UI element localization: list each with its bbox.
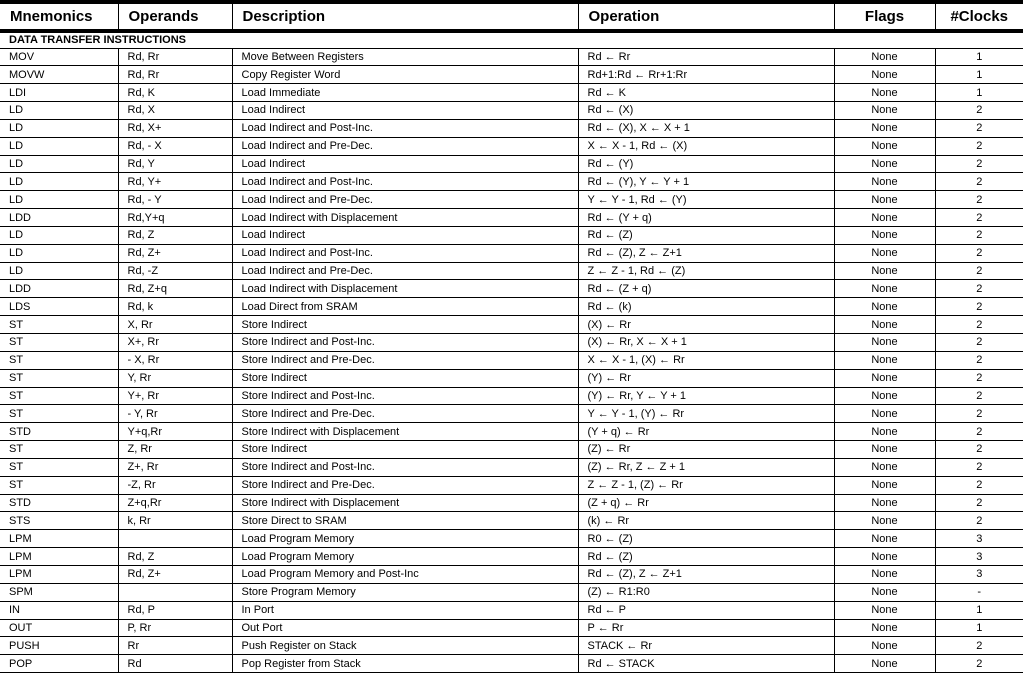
- header-clocks: #Clocks: [935, 4, 1023, 31]
- cell-clocks: 2: [935, 119, 1023, 137]
- cell-flags: None: [834, 351, 935, 369]
- section-row: [0, 31, 1023, 48]
- cell-flags: None: [834, 244, 935, 262]
- cell-operation: Rd ← P: [578, 601, 834, 619]
- cell-flags: None: [834, 512, 935, 530]
- cell-description: Load Indirect with Displacement: [232, 280, 578, 298]
- cell-mnemonic: LD: [0, 119, 118, 137]
- cell-flags: None: [834, 316, 935, 334]
- header-description: Description: [232, 4, 578, 31]
- cell-clocks: 2: [935, 405, 1023, 423]
- cell-operands: Rd,Y+q: [118, 209, 232, 227]
- cell-description: Load Indirect: [232, 226, 578, 244]
- cell-description: Store Indirect: [232, 441, 578, 459]
- cell-mnemonic: LD: [0, 191, 118, 209]
- table-row: [0, 155, 1023, 173]
- cell-flags: None: [834, 191, 935, 209]
- cell-clocks: 2: [935, 387, 1023, 405]
- cell-description: Load Program Memory: [232, 548, 578, 566]
- cell-flags: None: [834, 226, 935, 244]
- cell-operands: Rd, Y+: [118, 173, 232, 191]
- cell-operands: Rd, Z+q: [118, 280, 232, 298]
- cell-mnemonic: LD: [0, 137, 118, 155]
- cell-mnemonic: ST: [0, 387, 118, 405]
- cell-description: Store Indirect and Pre-Dec.: [232, 405, 578, 423]
- table-row: [0, 619, 1023, 637]
- cell-clocks: 1: [935, 601, 1023, 619]
- cell-description: Load Program Memory and Post-Inc: [232, 565, 578, 583]
- cell-flags: None: [834, 476, 935, 494]
- cell-operation: Rd ← (Z), Z ← Z+1: [578, 244, 834, 262]
- cell-mnemonic: LD: [0, 173, 118, 191]
- cell-flags: None: [834, 583, 935, 601]
- cell-operands: X, Rr: [118, 316, 232, 334]
- cell-flags: None: [834, 209, 935, 227]
- cell-description: Load Indirect and Post-Inc.: [232, 244, 578, 262]
- cell-operands: - X, Rr: [118, 351, 232, 369]
- cell-operands: Rd, Rr: [118, 48, 232, 66]
- cell-flags: None: [834, 155, 935, 173]
- cell-operands: Rd, Z: [118, 226, 232, 244]
- cell-description: Out Port: [232, 619, 578, 637]
- cell-description: Load Indirect and Post-Inc.: [232, 119, 578, 137]
- cell-operation: Rd+1:Rd ← Rr+1:Rr: [578, 66, 834, 84]
- cell-mnemonic: MOV: [0, 48, 118, 66]
- cell-clocks: 2: [935, 494, 1023, 512]
- cell-operands: Rd, Z: [118, 548, 232, 566]
- cell-operands: [118, 583, 232, 601]
- cell-clocks: 1: [935, 48, 1023, 66]
- cell-flags: None: [834, 119, 935, 137]
- cell-operation: X ← X - 1, Rd ← (X): [578, 137, 834, 155]
- cell-flags: None: [834, 173, 935, 191]
- cell-operands: Rd, P: [118, 601, 232, 619]
- cell-clocks: 2: [935, 369, 1023, 387]
- cell-mnemonic: ST: [0, 369, 118, 387]
- cell-flags: None: [834, 280, 935, 298]
- cell-operation: Rd ← (X), X ← X + 1: [578, 119, 834, 137]
- cell-flags: None: [834, 637, 935, 655]
- cell-flags: None: [834, 530, 935, 548]
- cell-mnemonic: ST: [0, 441, 118, 459]
- cell-description: Load Indirect and Pre-Dec.: [232, 191, 578, 209]
- cell-description: Copy Register Word: [232, 66, 578, 84]
- cell-operands: Rd: [118, 655, 232, 673]
- cell-operands: Y+q,Rr: [118, 423, 232, 441]
- table-row: [0, 601, 1023, 619]
- table-row: [0, 583, 1023, 601]
- cell-flags: None: [834, 494, 935, 512]
- header-operands: Operands: [118, 4, 232, 31]
- table-row: [0, 316, 1023, 334]
- cell-operands: X+, Rr: [118, 334, 232, 352]
- cell-description: Store Indirect with Displacement: [232, 494, 578, 512]
- cell-operation: (Z + q) ← Rr: [578, 494, 834, 512]
- cell-operation: Rd ← (Y), Y ← Y + 1: [578, 173, 834, 191]
- table-row: [0, 494, 1023, 512]
- header-mnemonics: Mnemonics: [0, 4, 118, 31]
- table-row: [0, 298, 1023, 316]
- cell-mnemonic: LD: [0, 102, 118, 120]
- cell-clocks: 2: [935, 262, 1023, 280]
- cell-operands: Rd, k: [118, 298, 232, 316]
- cell-mnemonic: LPM: [0, 565, 118, 583]
- cell-operation: (Z) ← R1:R0: [578, 583, 834, 601]
- cell-flags: None: [834, 334, 935, 352]
- table-row: [0, 48, 1023, 66]
- cell-clocks: 3: [935, 548, 1023, 566]
- cell-clocks: 3: [935, 565, 1023, 583]
- cell-clocks: 1: [935, 619, 1023, 637]
- cell-operation: Rd ← (Y + q): [578, 209, 834, 227]
- instruction-table: [0, 4, 1023, 673]
- cell-operation: Rd ← (Z + q): [578, 280, 834, 298]
- cell-description: Push Register on Stack: [232, 637, 578, 655]
- cell-flags: None: [834, 84, 935, 102]
- cell-flags: None: [834, 262, 935, 280]
- cell-mnemonic: LPM: [0, 548, 118, 566]
- cell-clocks: 2: [935, 102, 1023, 120]
- cell-flags: None: [834, 601, 935, 619]
- cell-operation: Rd ← Rr: [578, 48, 834, 66]
- cell-operation: (Z) ← Rr, Z ← Z + 1: [578, 458, 834, 476]
- table-row: [0, 351, 1023, 369]
- table-row: [0, 405, 1023, 423]
- cell-flags: None: [834, 137, 935, 155]
- cell-mnemonic: LD: [0, 244, 118, 262]
- cell-operation: (Y) ← Rr: [578, 369, 834, 387]
- table-row: [0, 530, 1023, 548]
- cell-clocks: 2: [935, 334, 1023, 352]
- cell-operation: (k) ← Rr: [578, 512, 834, 530]
- cell-operation: Y ← Y - 1, Rd ← (Y): [578, 191, 834, 209]
- cell-clocks: 2: [935, 155, 1023, 173]
- cell-clocks: 2: [935, 280, 1023, 298]
- header-flags: Flags: [834, 4, 935, 31]
- cell-operation: Rd ← (X): [578, 102, 834, 120]
- table-row: [0, 191, 1023, 209]
- cell-mnemonic: OUT: [0, 619, 118, 637]
- table-row: [0, 209, 1023, 227]
- cell-operation: P ← Rr: [578, 619, 834, 637]
- cell-operands: k, Rr: [118, 512, 232, 530]
- cell-description: Load Indirect: [232, 102, 578, 120]
- cell-flags: None: [834, 565, 935, 583]
- table-row: [0, 512, 1023, 530]
- table-row: [0, 637, 1023, 655]
- cell-flags: None: [834, 423, 935, 441]
- cell-clocks: 2: [935, 476, 1023, 494]
- cell-description: Load Indirect and Post-Inc.: [232, 173, 578, 191]
- cell-description: Store Indirect and Pre-Dec.: [232, 351, 578, 369]
- table-row: [0, 565, 1023, 583]
- cell-flags: None: [834, 548, 935, 566]
- cell-description: Store Indirect and Post-Inc.: [232, 458, 578, 476]
- table-row: [0, 226, 1023, 244]
- cell-operation: Z ← Z - 1, Rd ← (Z): [578, 262, 834, 280]
- cell-flags: None: [834, 298, 935, 316]
- cell-clocks: 2: [935, 244, 1023, 262]
- cell-mnemonic: LD: [0, 155, 118, 173]
- cell-operation: Rd ← K: [578, 84, 834, 102]
- cell-mnemonic: ST: [0, 476, 118, 494]
- cell-operands: Z+, Rr: [118, 458, 232, 476]
- cell-operation: (Z) ← Rr: [578, 441, 834, 459]
- cell-flags: None: [834, 66, 935, 84]
- table-row: [0, 66, 1023, 84]
- cell-operands: Rd, - Y: [118, 191, 232, 209]
- table-row: [0, 655, 1023, 673]
- table-row: [0, 137, 1023, 155]
- table-row: [0, 387, 1023, 405]
- cell-clocks: 2: [935, 512, 1023, 530]
- cell-flags: None: [834, 102, 935, 120]
- cell-description: Load Immediate: [232, 84, 578, 102]
- cell-description: Move Between Registers: [232, 48, 578, 66]
- cell-operands: Rd, Rr: [118, 66, 232, 84]
- table-row: [0, 280, 1023, 298]
- cell-description: Store Indirect and Post-Inc.: [232, 387, 578, 405]
- cell-operation: Rd ← (Z): [578, 548, 834, 566]
- table-row: [0, 441, 1023, 459]
- cell-operation: (X) ← Rr: [578, 316, 834, 334]
- cell-operands: Rd, X+: [118, 119, 232, 137]
- cell-clocks: 2: [935, 637, 1023, 655]
- cell-clocks: 2: [935, 441, 1023, 459]
- cell-mnemonic: LD: [0, 226, 118, 244]
- cell-operands: Rd, Z+: [118, 244, 232, 262]
- cell-description: Store Indirect: [232, 316, 578, 334]
- cell-mnemonic: LDI: [0, 84, 118, 102]
- cell-operands: -Z, Rr: [118, 476, 232, 494]
- cell-description: Store Program Memory: [232, 583, 578, 601]
- cell-operands: Rd, -Z: [118, 262, 232, 280]
- cell-clocks: 3: [935, 530, 1023, 548]
- table-row: [0, 102, 1023, 120]
- table-row: [0, 244, 1023, 262]
- table-row: [0, 476, 1023, 494]
- cell-clocks: 2: [935, 458, 1023, 476]
- cell-operation: R0 ← (Z): [578, 530, 834, 548]
- cell-operation: Z ← Z - 1, (Z) ← Rr: [578, 476, 834, 494]
- header-row: [0, 4, 1023, 31]
- cell-operation: Rd ← (Y): [578, 155, 834, 173]
- cell-clocks: 2: [935, 226, 1023, 244]
- table-row: [0, 548, 1023, 566]
- cell-flags: None: [834, 405, 935, 423]
- table-row: [0, 84, 1023, 102]
- cell-operation: STACK ← Rr: [578, 637, 834, 655]
- cell-mnemonic: STD: [0, 494, 118, 512]
- header-operation: Operation: [578, 4, 834, 31]
- cell-operands: Rd, K: [118, 84, 232, 102]
- cell-mnemonic: LD: [0, 262, 118, 280]
- cell-flags: None: [834, 369, 935, 387]
- cell-mnemonic: IN: [0, 601, 118, 619]
- cell-flags: None: [834, 619, 935, 637]
- cell-operands: - Y, Rr: [118, 405, 232, 423]
- cell-operands: [118, 530, 232, 548]
- cell-operation: (X) ← Rr, X ← X + 1: [578, 334, 834, 352]
- cell-description: Pop Register from Stack: [232, 655, 578, 673]
- cell-clocks: 2: [935, 191, 1023, 209]
- cell-operation: Rd ← (Z): [578, 226, 834, 244]
- cell-description: Load Direct from SRAM: [232, 298, 578, 316]
- table-row: [0, 173, 1023, 191]
- cell-mnemonic: ST: [0, 458, 118, 476]
- cell-operation: Rd ← (k): [578, 298, 834, 316]
- cell-flags: None: [834, 655, 935, 673]
- cell-clocks: 2: [935, 173, 1023, 191]
- cell-description: Load Indirect and Pre-Dec.: [232, 137, 578, 155]
- cell-description: Load Indirect with Displacement: [232, 209, 578, 227]
- cell-mnemonic: LPM: [0, 530, 118, 548]
- cell-operation: Rd ← STACK: [578, 655, 834, 673]
- cell-mnemonic: LDS: [0, 298, 118, 316]
- cell-flags: None: [834, 458, 935, 476]
- cell-operation: Y ← Y - 1, (Y) ← Rr: [578, 405, 834, 423]
- cell-operands: Y, Rr: [118, 369, 232, 387]
- cell-operands: Rd, Z+: [118, 565, 232, 583]
- cell-mnemonic: ST: [0, 316, 118, 334]
- cell-mnemonic: SPM: [0, 583, 118, 601]
- cell-mnemonic: ST: [0, 351, 118, 369]
- cell-operation: (Y + q) ← Rr: [578, 423, 834, 441]
- table-row: [0, 369, 1023, 387]
- cell-operands: Rd, - X: [118, 137, 232, 155]
- cell-clocks: 2: [935, 298, 1023, 316]
- cell-flags: None: [834, 387, 935, 405]
- cell-mnemonic: PUSH: [0, 637, 118, 655]
- cell-clocks: 1: [935, 84, 1023, 102]
- cell-clocks: 2: [935, 655, 1023, 673]
- cell-mnemonic: MOVW: [0, 66, 118, 84]
- cell-description: Load Indirect: [232, 155, 578, 173]
- cell-description: Load Indirect and Pre-Dec.: [232, 262, 578, 280]
- cell-description: Store Indirect and Pre-Dec.: [232, 476, 578, 494]
- cell-operation: Rd ← (Z), Z ← Z+1: [578, 565, 834, 583]
- cell-operands: Z, Rr: [118, 441, 232, 459]
- cell-clocks: -: [935, 583, 1023, 601]
- cell-mnemonic: LDD: [0, 280, 118, 298]
- cell-flags: None: [834, 48, 935, 66]
- cell-mnemonic: LDD: [0, 209, 118, 227]
- cell-description: In Port: [232, 601, 578, 619]
- cell-description: Store Indirect with Displacement: [232, 423, 578, 441]
- cell-description: Store Direct to SRAM: [232, 512, 578, 530]
- cell-clocks: 2: [935, 423, 1023, 441]
- cell-mnemonic: POP: [0, 655, 118, 673]
- section-title: DATA TRANSFER INSTRUCTIONS: [0, 31, 1023, 48]
- cell-mnemonic: ST: [0, 334, 118, 352]
- cell-mnemonic: ST: [0, 405, 118, 423]
- cell-clocks: 1: [935, 66, 1023, 84]
- cell-operands: Y+, Rr: [118, 387, 232, 405]
- cell-mnemonic: STD: [0, 423, 118, 441]
- cell-operation: (Y) ← Rr, Y ← Y + 1: [578, 387, 834, 405]
- cell-clocks: 2: [935, 137, 1023, 155]
- cell-operands: Rd, X: [118, 102, 232, 120]
- cell-mnemonic: STS: [0, 512, 118, 530]
- table-row: [0, 423, 1023, 441]
- cell-flags: None: [834, 441, 935, 459]
- cell-operands: Rr: [118, 637, 232, 655]
- cell-operands: P, Rr: [118, 619, 232, 637]
- cell-clocks: 2: [935, 351, 1023, 369]
- cell-operands: Rd, Y: [118, 155, 232, 173]
- cell-description: Store Indirect: [232, 369, 578, 387]
- cell-clocks: 2: [935, 209, 1023, 227]
- table-row: [0, 334, 1023, 352]
- table-row: [0, 458, 1023, 476]
- cell-operands: Z+q,Rr: [118, 494, 232, 512]
- table-row: [0, 119, 1023, 137]
- table-row: [0, 262, 1023, 280]
- cell-clocks: 2: [935, 316, 1023, 334]
- cell-description: Store Indirect and Post-Inc.: [232, 334, 578, 352]
- cell-description: Load Program Memory: [232, 530, 578, 548]
- cell-operation: X ← X - 1, (X) ← Rr: [578, 351, 834, 369]
